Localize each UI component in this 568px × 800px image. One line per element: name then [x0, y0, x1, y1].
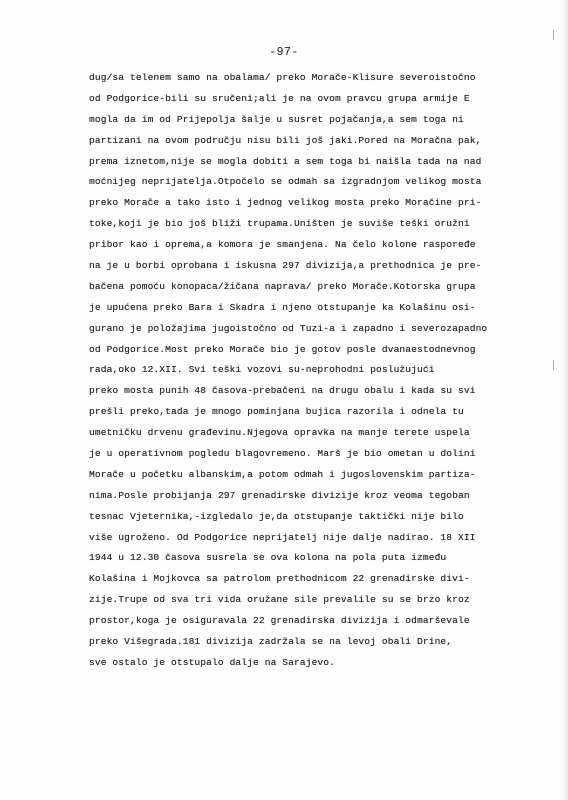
text-line: gurano je položajima jugoistočno od Tuzi-a i zapadno i severozapadno — [89, 322, 488, 334]
margin-mark — [553, 30, 562, 40]
text-line: preko Morače a tako isto i jednog velikog mosta preko Moračine pri- — [89, 197, 482, 209]
text-line: Morače u početku albanskim,a potom odmah i jugoslovenskim partiza- — [89, 468, 476, 480]
text-line: preko mosta punih 48 časova-prebačeni na drugu obalu i kada su svi — [89, 385, 476, 397]
text-line: tesnac Vjeternika,-izgledalo je,da otstupanje taktički nije bilo — [89, 510, 464, 522]
body-text — [89, 68, 551, 674]
text-line: toke,koji je bio još bliži trupama.Uništen je suviše teški oružni — [89, 218, 470, 230]
margin-mark — [553, 360, 562, 370]
text-line: od Podgorice-bili su sručeni;ali je na ovom pravcu grupa armije E — [89, 92, 470, 104]
text-line: partizani na ovom području nisu bili još jaki.Pored na Moračna pak, — [89, 134, 482, 146]
text-line: od Podgorice.Most preko Morače bio je gotov posle dvanaestodnevnog — [89, 343, 476, 355]
text-line: Kolašina i Mojkovca sa patrolom prethodnicom 22 grenadirske divi- — [89, 573, 470, 585]
text-line: mogla da im od Prijepolja šalje u susret pojačanja,a sem toga ni — [89, 113, 464, 125]
text-line: dug/sa telenem samo na obalama/ preko Morače-Klisure severoistočno — [89, 72, 476, 83]
text-line: preko Višegrada.181 divizija zadržala se na levoj obali Drine, — [89, 636, 453, 648]
page-edge — [562, 0, 568, 800]
page-number: -97- — [269, 46, 299, 59]
text-line: je u operativnom pogledu blagovremeno. Marš je bio ometan u dolini — [89, 448, 476, 460]
text-line: umetničku drvenu građevinu.Njegova opravka na manje terete uspela — [89, 427, 470, 439]
text-line: bačena pomoću konopaca/žičana naprava/ preko Morače.Kotorska grupa — [89, 280, 476, 292]
text-line: moćnijeg neprijatelja.Otpočelo se odmah sa izgradnjom velikog mosta — [89, 176, 482, 188]
text-line: rada,oko 12.XII. Svi teški vozovi su-neprohodni poslužujući — [89, 364, 435, 376]
text-line: 1944 u 12.30 časova susrela se ova kolona na pola puta između — [89, 552, 447, 564]
text-line: više ugroženo. Od Podgorice neprijatelj nije dalje nadirao. 18 XII — [89, 531, 476, 543]
text-line: prostor,koga je osiguravala 22 grenadirska divizija i odmarševale — [89, 615, 470, 627]
text-line: prešli preko,tada je mnogo pominjana bujica razorila i odnela tu — [89, 406, 464, 418]
text-line: zije.Trupe od sva tri vida oružane sile prevalile su se brzo kroz — [89, 594, 470, 606]
text-line: pribor kao i oprema,a komora je smanjena. Na čelo kolone raspoređe — [89, 239, 476, 251]
text-line: prema iznetom,nije se mogla dobiti a sem toga bi naišla tada na nad — [89, 155, 482, 167]
text-line: je upućena preko Bara i Skadra i njeno otstupanje ka Kolašinu osi- — [89, 301, 476, 313]
text-line: nima.Posle probijanja 297 grenadirske divizije kroz veoma tegoban — [89, 489, 470, 501]
text-line: sve ostalo je otstupalo dalje na Sarajevo. — [89, 656, 336, 668]
text-line: na je u borbi oprobana i iskusna 297 divizija,a prethodnica je pre- — [89, 260, 482, 272]
